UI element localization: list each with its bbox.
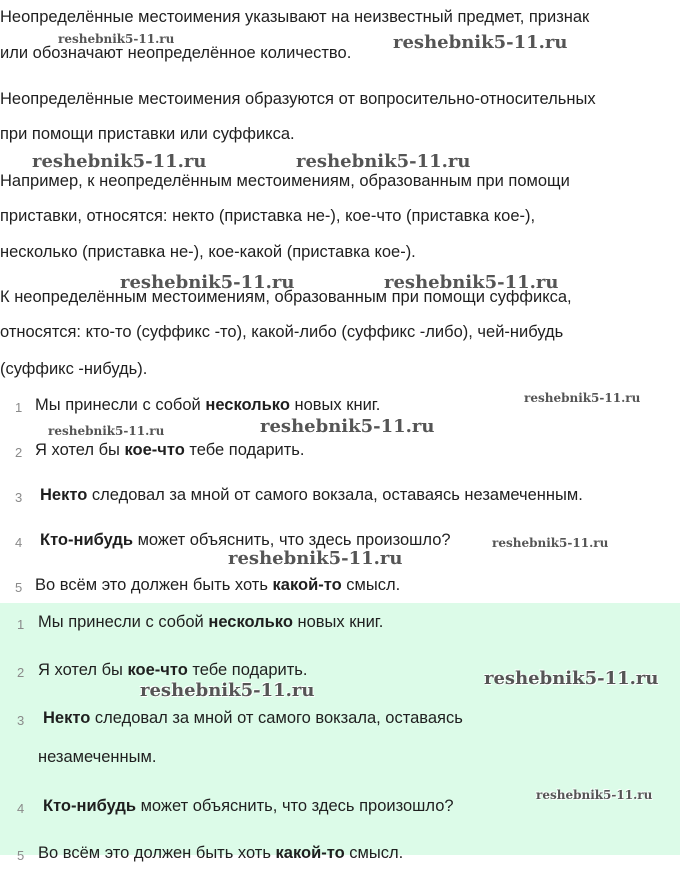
item-number: 3 — [17, 713, 25, 728]
item-pronoun: кое-что — [124, 441, 185, 459]
watermark: reshebnik5-11.ru — [384, 272, 559, 293]
intro-p4-line3: (суффикс -нибудь). — [0, 360, 148, 378]
watermark: reshebnik5-11.ru — [48, 424, 165, 438]
item-text: тебе подарить. — [187, 661, 308, 679]
intro-p1-line2: или обозначают неопределённое количество. — [0, 44, 352, 62]
watermark: reshebnik5-11.ru — [32, 151, 207, 172]
item-pronoun: какой-то — [272, 576, 342, 594]
item-text-continued: незамеченным. — [38, 748, 157, 766]
intro-p3-line2: приставки, относятся: некто (приставка не-), кое-что (приставка кое-), — [0, 207, 536, 225]
item-number: 5 — [15, 580, 23, 595]
watermark: reshebnik5-11.ru — [536, 788, 653, 802]
watermark: reshebnik5-11.ru — [58, 32, 175, 46]
watermark: reshebnik5-11.ru — [484, 668, 659, 689]
item-text: смысл. — [344, 844, 404, 862]
item-number: 3 — [15, 490, 23, 505]
item-text: Мы принесли с собой — [35, 396, 206, 414]
intro-p3-line3: несколько (приставка не-), кое-какой (приставка кое-). — [0, 243, 416, 261]
item-pronoun: несколько — [205, 396, 290, 414]
item-number: 4 — [17, 801, 25, 816]
watermark: reshebnik5-11.ru — [524, 391, 641, 405]
watermark: reshebnik5-11.ru — [228, 548, 403, 569]
item-text: новых книг. — [292, 613, 384, 631]
answers-panel — [0, 603, 680, 863]
watermark: reshebnik5-11.ru — [492, 536, 609, 550]
item-text: смысл. — [341, 576, 401, 594]
item-text: тебе подарить. — [184, 441, 305, 459]
item-number: 1 — [15, 400, 23, 415]
watermark: reshebnik5-11.ru — [393, 32, 568, 53]
intro-p2-line2: при помощи приставки или суффикса. — [0, 125, 295, 143]
item-text: Мы принесли с собой — [38, 613, 209, 631]
item-pronoun: какой-то — [275, 844, 345, 862]
watermark: reshebnik5-11.ru — [120, 272, 295, 293]
item-pronoun: Некто — [43, 709, 91, 727]
intro-p2-line1: Неопределённые местоимения образуются от вопросительно-относительных — [0, 90, 596, 108]
item-pronoun: Некто — [40, 486, 88, 504]
item-number: 1 — [17, 617, 25, 632]
watermark: reshebnik5-11.ru — [140, 680, 315, 701]
item-text: Я хотел бы — [38, 661, 128, 679]
item-text: новых книг. — [289, 396, 381, 414]
item-pronoun: Кто-нибудь — [40, 531, 133, 549]
item-text: Во всём это должен быть хоть — [35, 576, 273, 594]
watermark: reshebnik5-11.ru — [260, 416, 435, 437]
item-number: 4 — [15, 535, 23, 550]
watermark: reshebnik5-11.ru — [296, 151, 471, 172]
item-text: может объяснить, что здесь произошло? — [132, 531, 451, 549]
item-text: Я хотел бы — [35, 441, 125, 459]
item-number: 2 — [17, 665, 25, 680]
item-text: может объяснить, что здесь произошло? — [135, 797, 454, 815]
item-text: Во всём это должен быть хоть — [38, 844, 276, 862]
item-number: 5 — [17, 848, 25, 863]
intro-p4-line2: относятся: кто-то (суффикс -то), какой-либо (суффикс -либо), чей-нибудь — [0, 323, 564, 341]
item-pronoun: несколько — [208, 613, 293, 631]
item-text: следовал за мной от самого вокзала, оставаясь — [90, 709, 463, 727]
item-number: 2 — [15, 445, 23, 460]
item-text: следовал за мной от самого вокзала, оставаясь незамеченным. — [87, 486, 583, 504]
item-pronoun: Кто-нибудь — [43, 797, 136, 815]
intro-p1-line1: Неопределённые местоимения указывают на неизвестный предмет, признак — [0, 8, 590, 26]
intro-p3-line1: Например, к неопределённым местоимениям, образованным при помощи — [0, 172, 570, 190]
item-pronoun: кое-что — [127, 661, 188, 679]
intro-p4-line1: К неопределённым местоимениям, образованным при помощи суффикса, — [0, 288, 572, 306]
